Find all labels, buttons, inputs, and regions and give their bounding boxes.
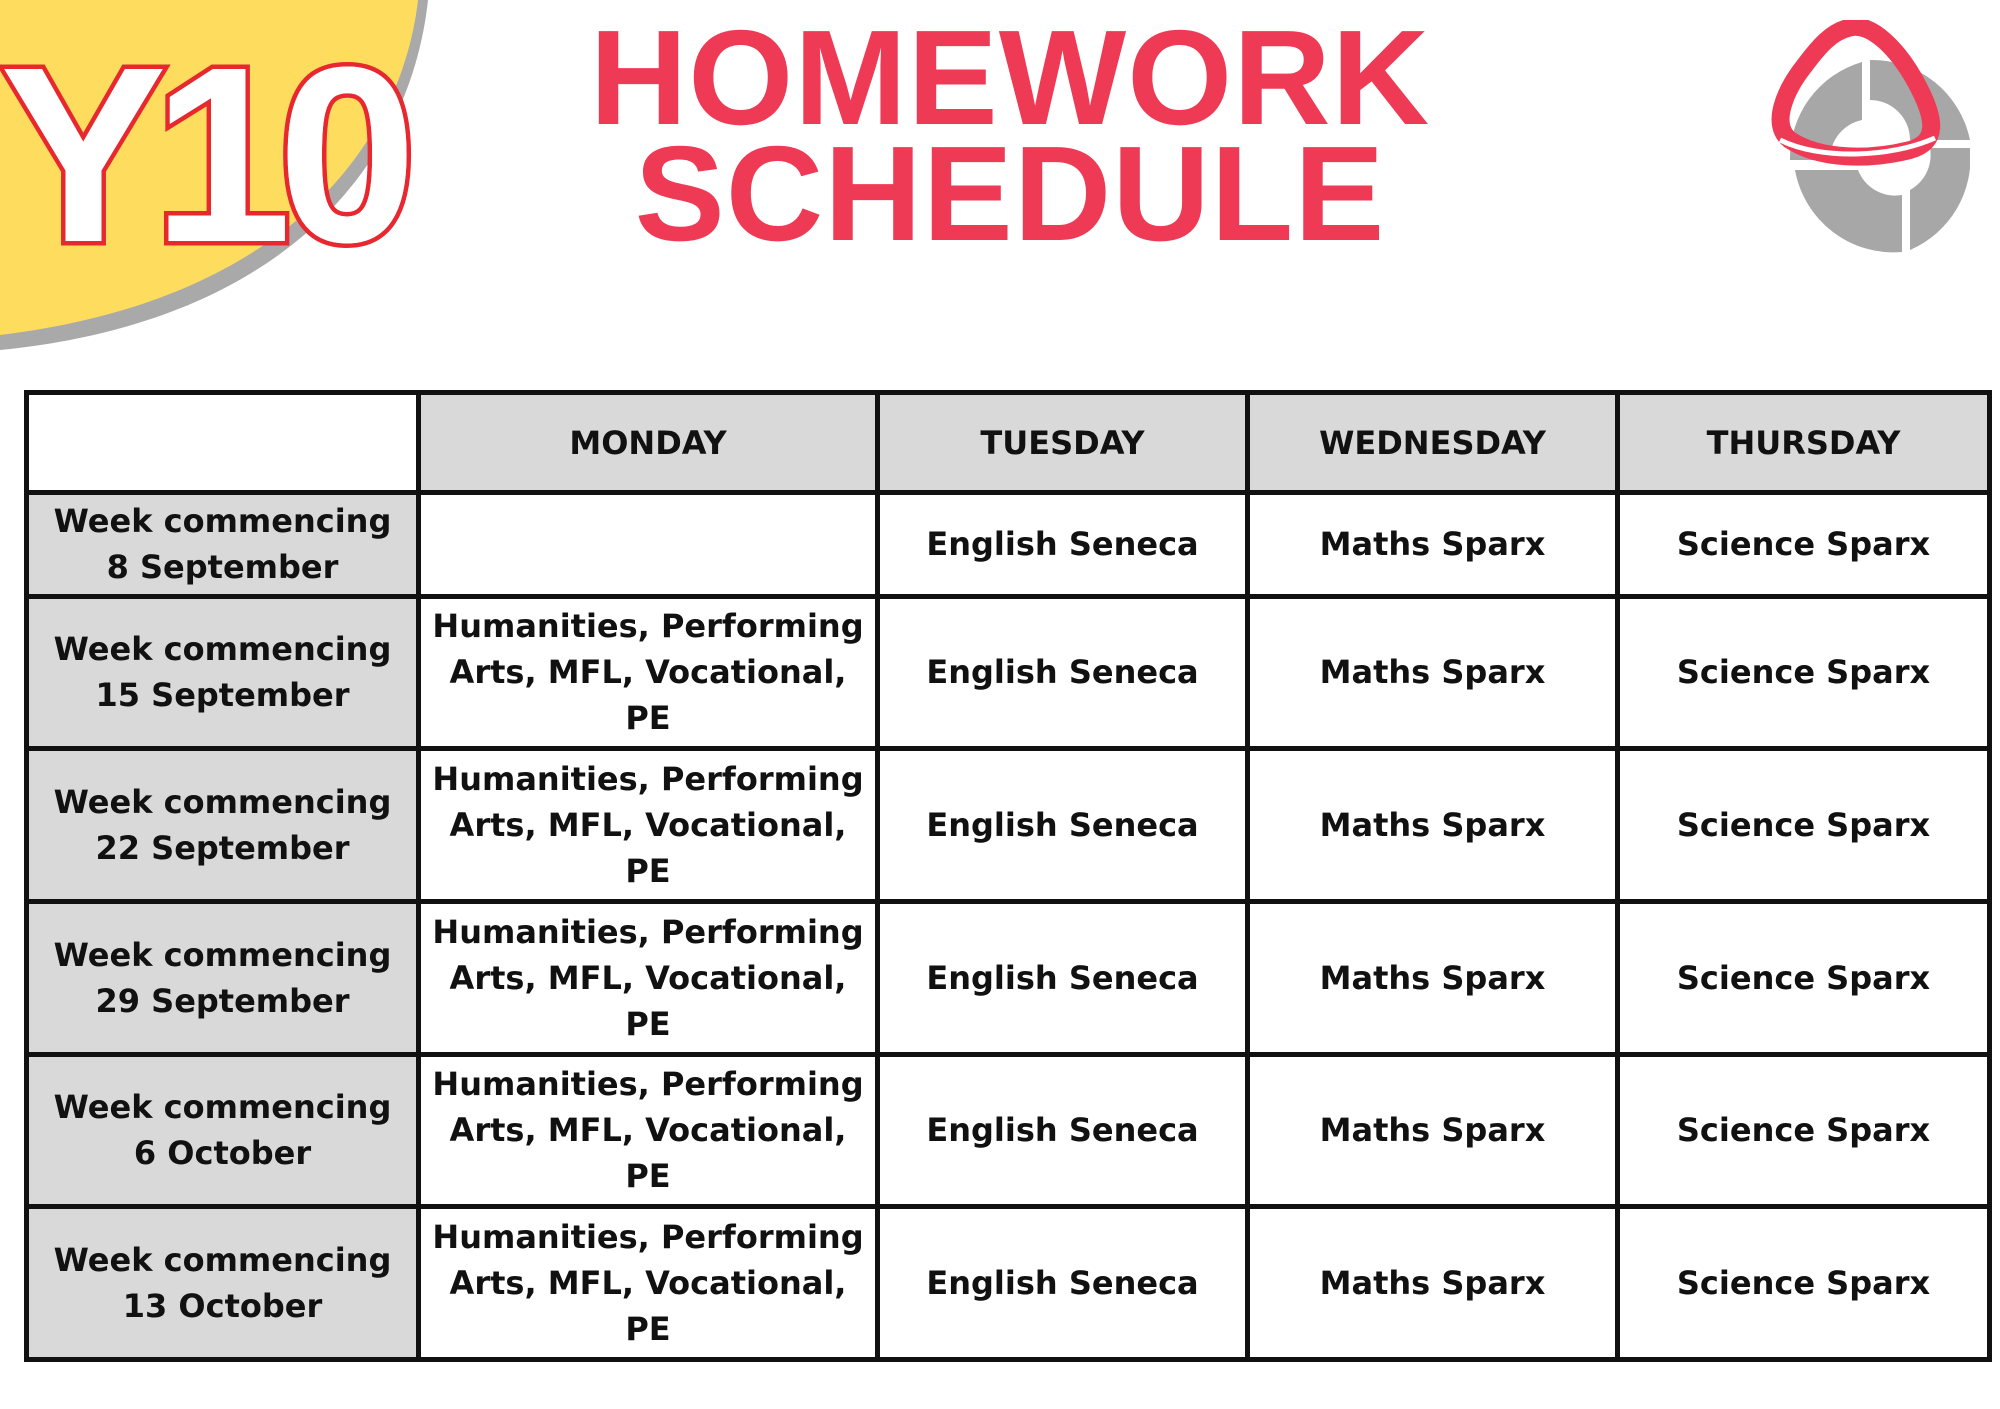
tuesday-cell: English Seneca (878, 1054, 1248, 1207)
monday-cell: Humanities, Performing Arts, MFL, Vocational, PE (419, 596, 878, 749)
wednesday-cell: Maths Sparx (1248, 1054, 1618, 1207)
monday-cell (419, 493, 878, 597)
week-label: Week commencing 22 September (27, 749, 419, 902)
tuesday-cell: English Seneca (878, 749, 1248, 902)
title-line-1: HOMEWORK (589, 2, 1431, 153)
wednesday-cell: Maths Sparx (1248, 749, 1618, 902)
tuesday-cell: English Seneca (878, 901, 1248, 1054)
page-title (580, 2, 1440, 269)
tuesday-cell: English Seneca (878, 493, 1248, 597)
header-tuesday: TUESDAY (878, 393, 1248, 493)
thursday-cell: Science Sparx (1618, 1054, 1990, 1207)
thursday-cell: Science Sparx (1618, 596, 1990, 749)
header-wednesday: WEDNESDAY (1248, 393, 1618, 493)
week-label: Week commencing 29 September (27, 901, 419, 1054)
title-line-2: SCHEDULE (634, 118, 1386, 269)
tuesday-cell: English Seneca (878, 596, 1248, 749)
thursday-cell: Science Sparx (1618, 749, 1990, 902)
wednesday-cell: Maths Sparx (1248, 596, 1618, 749)
week-label: Week commencing 13 October (27, 1207, 419, 1360)
monday-cell: Humanities, Performing Arts, MFL, Vocational, PE (419, 1054, 878, 1207)
wednesday-cell: Maths Sparx (1248, 1207, 1618, 1360)
thursday-cell: Science Sparx (1618, 901, 1990, 1054)
monday-cell: Humanities, Performing Arts, MFL, Vocational, PE (419, 901, 878, 1054)
monday-cell: Humanities, Performing Arts, MFL, Vocational, PE (419, 749, 878, 902)
table-row (27, 1207, 1990, 1360)
school-crest-icon (1760, 20, 1970, 270)
week-label: Week commencing 6 October (27, 1054, 419, 1207)
table-row (27, 493, 1990, 597)
wednesday-cell: Maths Sparx (1248, 493, 1618, 597)
wednesday-cell: Maths Sparx (1248, 901, 1618, 1054)
table-row (27, 596, 1990, 749)
thursday-cell: Science Sparx (1618, 1207, 1990, 1360)
table-header-row (27, 393, 1990, 493)
table-row (27, 749, 1990, 902)
header-monday: MONDAY (419, 393, 878, 493)
week-label: Week commencing 15 September (27, 596, 419, 749)
tuesday-cell: English Seneca (878, 1207, 1248, 1360)
homework-schedule-table (24, 390, 1992, 1362)
monday-cell: Humanities, Performing Arts, MFL, Vocational, PE (419, 1207, 878, 1360)
thursday-cell: Science Sparx (1618, 493, 1990, 597)
header-corner-cell (27, 393, 419, 493)
year-badge: Y10 (0, 15, 403, 294)
table-row (27, 901, 1990, 1054)
week-label: Week commencing 8 September (27, 493, 419, 597)
table-row (27, 1054, 1990, 1207)
header-thursday: THURSDAY (1618, 393, 1990, 493)
